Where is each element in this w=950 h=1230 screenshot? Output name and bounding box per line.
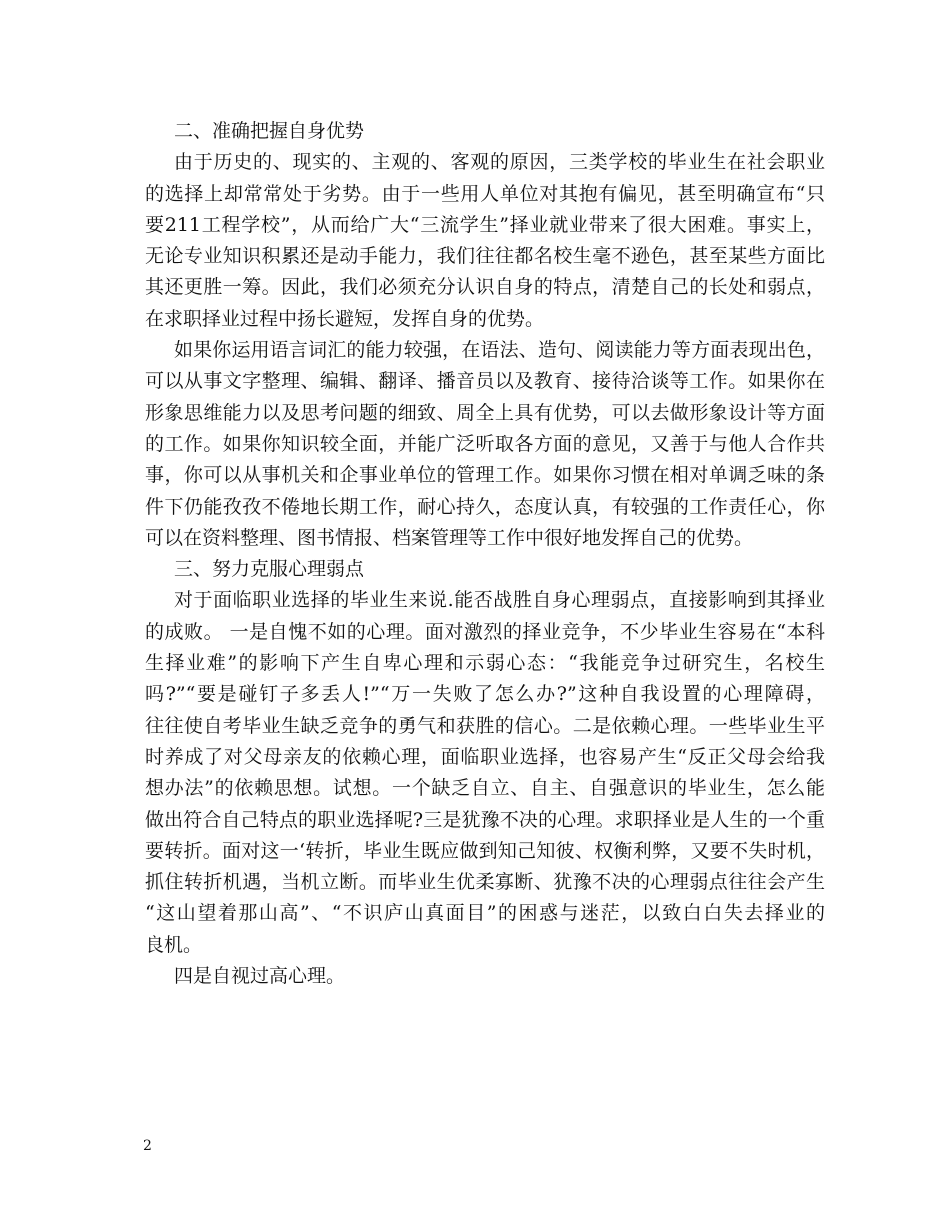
text-line: 对于面临职业选择的毕业生来说.能否战胜自身心理弱点，直接影响到其择业 — [174, 589, 825, 612]
text-line: 的选择上却常常处于劣势。由于一些用人单位对其抱有偏见，甚至明确宣布“只 — [145, 182, 825, 205]
text-line: 形象思维能力以及思考问题的细致、周全上具有优势，可以去做形象设计等方面 — [145, 401, 825, 424]
text-line: 四是自视过高心理。 — [174, 965, 346, 988]
text-line: 其还更胜一筹。因此，我们必须充分认识自身的特点，清楚自己的长处和弱点， — [145, 276, 825, 299]
text-line: 在求职择业过程中扬长避短，发挥自身的优势。 — [145, 307, 545, 330]
text-line: 往往使自考毕业生缺乏竞争的勇气和获胜的信心。二是依赖心理。一些毕业生平 — [145, 714, 825, 737]
text-line: 可以从事文字整理、编辑、翻译、播音员以及教育、接待洽谈等工作。如果你在 — [145, 370, 825, 393]
text-line: 的成败。 一是自愧不如的心理。面对激烈的择业竞争，不少毕业生容易在“本科 — [145, 620, 825, 643]
page-number: 2 — [143, 1138, 152, 1154]
text-line: 要211工程学校”，从而给广大“三流学生”择业就业带来了很大困难。事实上， — [145, 213, 825, 236]
text-line: “这山望着那山高”、“不识庐山真面目”的困惑与迷茫，以致白白失去择业的 — [145, 902, 825, 925]
text-line: 要转折。面对这一‘转折，毕业生既应做到知己知彼、权衡利弊，又要不失时机， — [145, 839, 825, 862]
text-line: 抓住转折机遇，当机立断。而毕业生优柔寡断、犹豫不决的心理弱点往往会产生 — [145, 871, 825, 894]
text-line: 事，你可以从事机关和企事业单位的管理工作。如果你习惯在相对单调乏味的条 — [145, 464, 825, 487]
text-line: 可以在资料整理、图书情报、档案管理等工作中很好地发挥自己的优势。 — [145, 526, 754, 549]
text-line: 时养成了对父母亲友的依赖心理，面临职业选择，也容易产生“反正父母会给我 — [145, 745, 825, 768]
text-line: 如果你运用语言词汇的能力较强，在语法、造句、阅读能力等方面表现出色， — [174, 339, 825, 362]
text-line: 想办法”的依赖思想。试想。一个缺乏自立、自主、自强意识的毕业生，怎么能 — [145, 777, 825, 800]
text-line: 无论专业知识积累还是动手能力，我们往往都名校生毫不逊色，甚至某些方面比 — [145, 245, 825, 268]
text-line: 由于历史的、现实的、主观的、客观的原因，三类学校的毕业生在社会职业 — [174, 151, 825, 174]
page-body — [145, 116, 825, 992]
text-line: 良机。 — [145, 933, 203, 956]
text-line: 的工作。如果你知识较全面，并能广泛听取各方面的意见，又善于与他人合作共 — [145, 432, 825, 455]
text-line: 三、努力克服心理弱点 — [174, 558, 365, 581]
text-line: 生择业难”的影响下产生自卑心理和示弱心态：“我能竞争过研究生，名校生 — [145, 652, 825, 675]
text-line: 做出符合自己特点的职业选择呢?三是犹豫不决的心理。求职择业是人生的一个重 — [145, 808, 825, 831]
text-line: 吗?”“要是碰钉子多丢人!”“万一失败了怎么办?”这种自我设置的心理障碍， — [145, 683, 825, 706]
text-line: 件下仍能孜孜不倦地长期工作，耐心持久，态度认真，有较强的工作责任心，你 — [145, 495, 825, 518]
text-line: 二、准确把握自身优势 — [174, 120, 365, 142]
